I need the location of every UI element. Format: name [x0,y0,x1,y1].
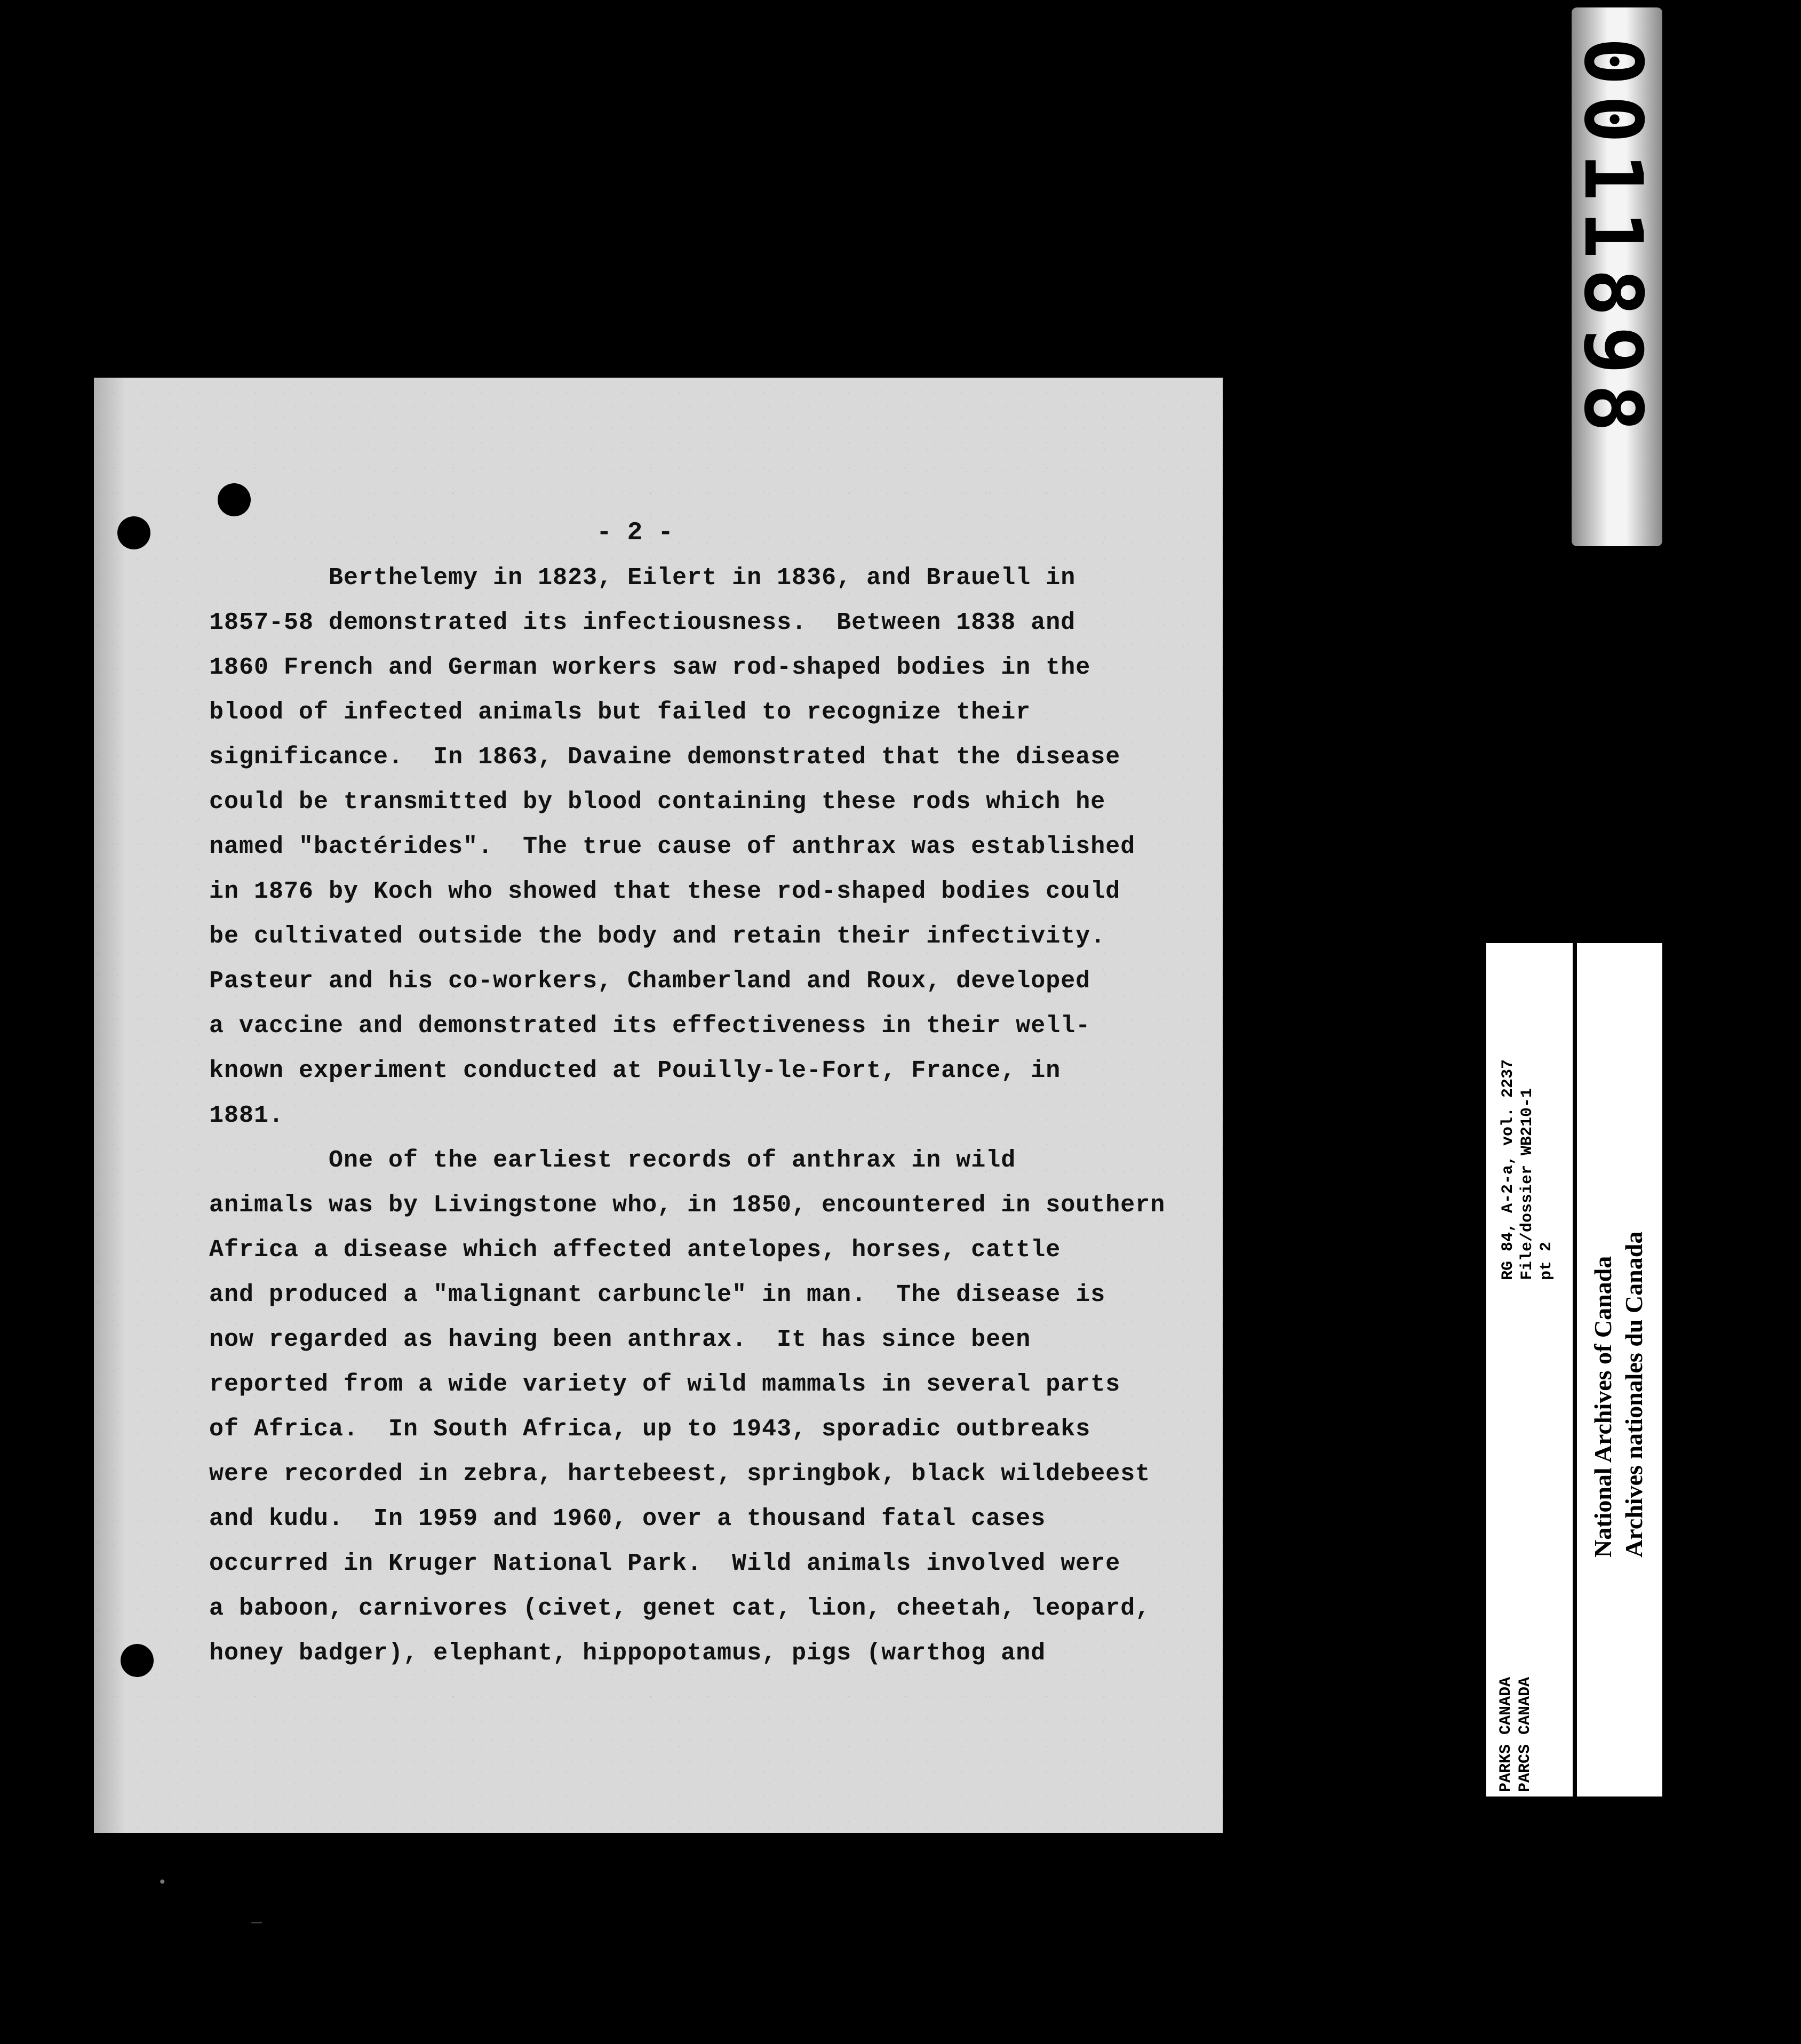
text-line: 1857-58 demonstrated its infectiousness. Between 1838 and [209,609,1076,636]
archives-label-en: National Archives of Canada [1589,1256,1616,1558]
text-line: be cultivated outside the body and retain their infectivity. [209,923,1106,950]
text-line: could be transmitted by blood containing these rods which he [209,788,1106,816]
page-edge-shadow [94,378,126,1833]
text-line: Pasteur and his co-workers, Chamberland and Roux, developed [209,968,1091,995]
archive-reference: File/dossier WB210-1 [1518,1088,1536,1280]
punch-hole [121,1644,154,1677]
text-line: 1860 French and German workers saw rod-shaped bodies in the [209,654,1091,681]
text-line: a baboon, carnivores (civet, genet cat, lion, cheetah, leopard, [209,1595,1151,1622]
text-line: now regarded as having been anthrax. It has since been [209,1326,1031,1353]
text-line: significance. In 1863, Davaine demonstrated that the disease [209,744,1121,771]
page-number: - 2 - [596,518,674,547]
text-line: One of the earliest records of anthrax in wild [209,1147,1016,1174]
film-speck: — [251,1916,262,1929]
text-line: were recorded in zebra, hartebeest, springbok, black wildebeest [209,1460,1151,1488]
film-speck: • [158,1873,167,1891]
frame-number: 0011898 [1566,37,1659,442]
text-line: a vaccine and demonstrated its effectiveness in their well- [209,1012,1091,1040]
text-line: Berthelemy in 1823, Eilert in 1836, and Brauell in [209,564,1076,592]
text-line: of Africa. In South Africa, up to 1943, sporadic outbreaks [209,1416,1091,1443]
archive-reference: pt 2 [1537,1241,1556,1280]
punch-hole [218,483,251,516]
punch-hole [117,516,150,549]
text-line: known experiment conducted at Pouilly-le-Fort, France, in [209,1057,1061,1084]
text-line: and kudu. In 1959 and 1960, over a thousand fatal cases [209,1505,1046,1532]
archive-reference: RG 84, A-2-a, vol. 2237 [1499,1059,1517,1280]
text-line: animals was by Livingstone who, in 1850, encountered in southern [209,1192,1166,1219]
text-line: in 1876 by Koch who showed that these rod-shaped bodies could [209,878,1121,905]
text-line: and produced a "malignant carbuncle" in man. The disease is [209,1281,1106,1308]
text-line: reported from a wide variety of wild mammals in several parts [209,1371,1121,1398]
text-line: named "bactérides". The true cause of anthrax was established [209,833,1136,860]
text-line: honey badger), elephant, hippopotamus, pigs (warthog and [209,1640,1046,1667]
text-line: blood of infected animals but failed to recognize their [209,699,1031,726]
parks-canada-label: PARKS CANADA [1497,1676,1515,1792]
parcs-canada-label: PARCS CANADA [1516,1676,1534,1792]
strip-divider [1573,943,1577,1797]
text-line: Africa a disease which affected antelopes, horses, cattle [209,1236,1061,1264]
typed-body [209,564,1166,1667]
text-line: occurred in Kruger National Park. Wild animals involved were [209,1550,1121,1577]
text-line: 1881. [209,1102,284,1129]
archives-label-fr: Archives nationales du Canada [1620,1231,1647,1558]
